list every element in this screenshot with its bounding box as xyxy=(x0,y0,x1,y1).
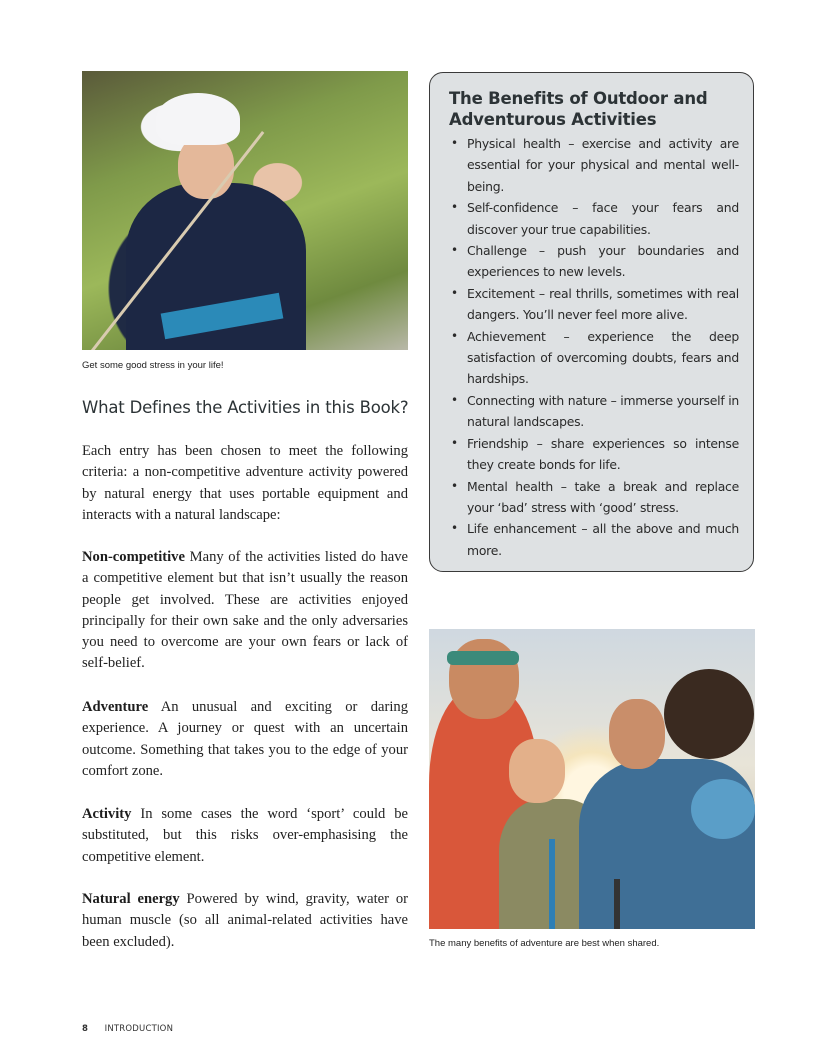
benefit-text: Friendship – share experiences so intense they create bonds for life. xyxy=(467,435,739,473)
trekking-pole-shape xyxy=(549,839,555,929)
benefit-item xyxy=(449,240,739,283)
bullet-icon: • xyxy=(451,243,458,258)
hiker-head-shape xyxy=(609,699,665,769)
climber-helmet-shape xyxy=(156,93,240,145)
bullet-icon: • xyxy=(451,136,458,150)
hikers-photo xyxy=(429,629,755,929)
climber-photo-caption: Get some good stress in your life! xyxy=(82,360,224,371)
benefit-text: Connecting with nature – immerse yourself in natural landscapes. xyxy=(467,392,739,430)
bullet-icon: • xyxy=(451,392,458,407)
hiker-head-shape xyxy=(664,669,754,759)
definition-paragraph xyxy=(82,804,408,868)
climber-photo xyxy=(82,71,408,350)
definition-text: Powered by wind, gravity, water or human muscle (so all animal-related activities have been excluded). xyxy=(82,891,408,950)
page-footer xyxy=(82,1024,173,1034)
trekking-pole-shape xyxy=(614,879,620,929)
benefit-item xyxy=(449,433,739,476)
definition-text: In some cases the word ‘sport’ could be substituted, but this risks over-emphasising the competitive element. xyxy=(82,806,408,865)
benefit-item xyxy=(449,518,739,561)
sleeping-mat-shape xyxy=(691,779,755,839)
benefit-text: Challenge – push your boundaries and experiences to new levels. xyxy=(467,243,739,280)
section-heading: What Defines the Activities in this Book? xyxy=(82,398,409,417)
benefit-item xyxy=(449,197,739,240)
benefits-list xyxy=(449,133,739,561)
definition-paragraph xyxy=(82,889,408,953)
hiker-head-shape xyxy=(509,739,565,803)
benefit-item xyxy=(449,476,739,519)
benefits-title: The Benefits of Outdoor and Adventurous Activities xyxy=(449,89,708,129)
benefit-text: Mental health – take a break and replace your ‘bad’ stress with ‘good’ stress. xyxy=(467,478,739,515)
definition-term: Adventure xyxy=(82,699,149,715)
bullet-icon: • xyxy=(451,478,458,493)
bullet-icon: • xyxy=(451,328,458,343)
benefit-text: Excitement – real thrills, sometimes with real dangers. You’ll never feel more alive. xyxy=(467,285,739,323)
definition-paragraph xyxy=(82,547,408,675)
benefit-item xyxy=(449,390,739,433)
benefit-item xyxy=(449,133,739,197)
definition-text: An unusual and exciting or daring experience. A journey or quest with an uncertain outcome. Something that takes you to the edge of your comfort zone. xyxy=(82,699,408,779)
benefits-sidebar-box xyxy=(429,72,754,572)
benefit-item xyxy=(449,283,739,326)
benefit-text: Self-confidence – face your fears and discover your true capabilities. xyxy=(467,200,739,237)
footer-section-name: INTRODUCTION xyxy=(104,1024,174,1034)
page-number: 8 xyxy=(82,1024,88,1034)
bullet-icon: • xyxy=(451,285,458,300)
definition-text: Many of the activities listed do have a competitive element but that isn’t usually the reason people get involved. These are activities enjoyed principally for their own sake and the only adversaries you need to overcome are your own fears or lack of self-belief. xyxy=(82,549,408,672)
definition-term: Natural energy xyxy=(82,891,180,907)
definition-term: Non-competitive xyxy=(82,549,185,565)
bullet-icon: • xyxy=(451,200,458,215)
headband-shape xyxy=(447,651,519,665)
bullet-icon: • xyxy=(451,435,458,450)
definition-paragraph xyxy=(82,697,408,782)
benefit-item xyxy=(449,326,739,390)
intro-paragraph: Each entry has been chosen to meet the following criteria: a non-competitive adventure activity powered by natural energy that uses portable equipment and interacts with a natural landscape: xyxy=(82,443,408,523)
benefit-text: Physical health – exercise and activity are essential for your physical and mental well-being. xyxy=(467,136,739,194)
definition-term: Activity xyxy=(82,806,132,822)
bullet-icon: • xyxy=(451,521,458,536)
hikers-photo-caption: The many benefits of adventure are best when shared. xyxy=(429,938,660,949)
benefit-text: Achievement – experience the deep satisfaction of overcoming doubts, fears and hardships. xyxy=(467,328,739,387)
benefit-text: Life enhancement – all the above and much more. xyxy=(467,521,739,558)
